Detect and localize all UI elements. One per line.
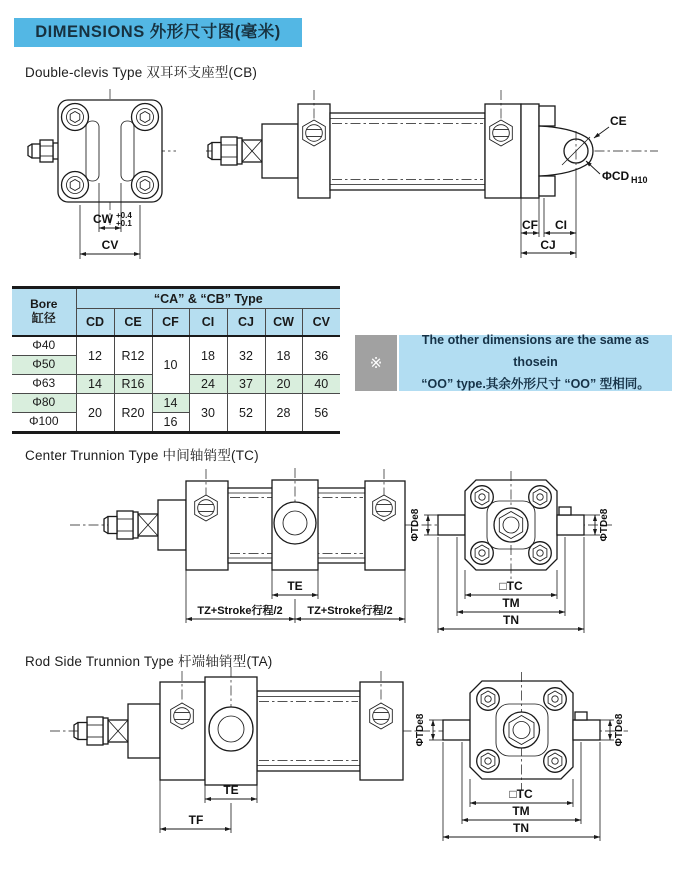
value-cell: 18 [265, 336, 302, 375]
dim-label-cd: ΦCD [602, 169, 630, 183]
value-cell: 36 [302, 336, 340, 375]
dim-label-cv: CV [101, 238, 119, 252]
page-title: DIMENSIONS 外形尺寸图(毫米) [35, 23, 281, 41]
bore-header-en: Bore [30, 297, 58, 312]
value-cell: 32 [227, 336, 265, 375]
value-cell: 18 [189, 336, 227, 375]
page-title-bar [14, 18, 302, 47]
table-row-80 [12, 394, 340, 413]
note-line1: The other dimensions are the same as thosein [421, 333, 650, 370]
dim-label-cw-tol-lower: +0.1 [116, 219, 132, 228]
value-cell: 20 [76, 394, 114, 433]
dim-label-ci: CI [555, 218, 567, 232]
value-cell: 37 [227, 375, 265, 394]
dim-label-tm: TM [502, 596, 520, 610]
col-header-cd: CD [76, 309, 114, 337]
value-cell: R20 [114, 394, 152, 433]
dim-label-tn: TN [513, 821, 529, 835]
value-cell: 30 [189, 394, 227, 433]
value-cell: R16 [114, 375, 152, 394]
value-cell: 56 [302, 394, 340, 433]
dim-label-cj: CJ [540, 238, 556, 252]
value-cell: 16 [152, 413, 189, 433]
tc-drawing [10, 463, 670, 645]
col-header-cf: CF [152, 309, 189, 337]
bore-cell-80: Φ80 [12, 394, 76, 413]
dim-label-cf: CF [522, 218, 538, 232]
cb-section-heading: Double-clevis Type 双耳环支座型(CB) [25, 65, 258, 80]
dim-label-te: TE [223, 783, 239, 797]
value-cell: 14 [152, 394, 189, 413]
col-header-cv: CV [302, 309, 340, 337]
bore-cell-40: Φ40 [12, 336, 76, 356]
bore-cell-63: Φ63 [12, 375, 76, 394]
value-cell: 20 [265, 375, 302, 394]
table-row-40 [12, 336, 340, 356]
note-box [355, 335, 672, 391]
dim-label-td-left: ΦTDe8 [415, 713, 426, 747]
col-header-cw: CW [265, 309, 302, 337]
dim-label-te: TE [287, 579, 303, 593]
dim-label-ce: CE [610, 114, 627, 128]
value-cell: 52 [227, 394, 265, 433]
dim-label-cw: CW [93, 212, 113, 226]
note-marker: ※ [355, 335, 397, 391]
dim-label-cw-tol-upper: +0.4 [116, 211, 132, 220]
ta-end-view [415, 672, 625, 841]
col-header-ce: CE [114, 309, 152, 337]
dim-label-tz-left: TZ+Stroke行程/2 [197, 605, 283, 617]
ta-drawing [10, 664, 670, 870]
value-cell: R12 [114, 336, 152, 375]
dim-label-tc-square: □TC [499, 579, 523, 593]
tc-section-heading: Center Trunnion Type 中间轴销型(TC) [25, 448, 259, 463]
col-header-ci: CI [189, 309, 227, 337]
value-cell: 14 [76, 375, 114, 394]
bore-cell-50: Φ50 [12, 356, 76, 375]
value-cell: 12 [76, 336, 114, 375]
value-cell: 10 [152, 336, 189, 394]
value-cell: 28 [265, 394, 302, 433]
cb-drawing [10, 85, 670, 275]
dim-label-tf: TF [188, 813, 204, 827]
dimensions-table [12, 286, 340, 434]
dim-label-td-right: ΦTDe8 [599, 508, 610, 542]
bore-header-cn: 缸径 [31, 311, 56, 325]
value-cell: 24 [189, 375, 227, 394]
tc-end-view [410, 471, 610, 633]
dim-label-cd-fit: H10 [631, 175, 648, 185]
ta-section-heading: Rod Side Trunnion Type 杆端轴销型(TA) [25, 654, 273, 669]
dim-label-td-left: ΦTDe8 [410, 508, 421, 542]
dim-label-tz-right: TZ+Stroke行程/2 [307, 605, 393, 617]
dim-label-tc-square: □TC [509, 787, 533, 801]
bore-cell-100: Φ100 [12, 413, 76, 433]
cb-front-view [28, 89, 176, 259]
note-line2: “OO” type.其余外形尺寸 “OO” 型相同。 [421, 376, 650, 391]
col-header-cj: CJ [227, 309, 265, 337]
value-cell: 40 [302, 375, 340, 394]
note-body [399, 335, 672, 391]
cb-side-view [206, 90, 658, 258]
dim-label-tn: TN [503, 613, 519, 627]
dim-label-td-right: ΦTDe8 [614, 713, 625, 747]
bore-header-cell [12, 288, 76, 337]
group-header-cell: “CA” & “CB” Type [76, 288, 340, 309]
dim-label-tm: TM [512, 804, 530, 818]
